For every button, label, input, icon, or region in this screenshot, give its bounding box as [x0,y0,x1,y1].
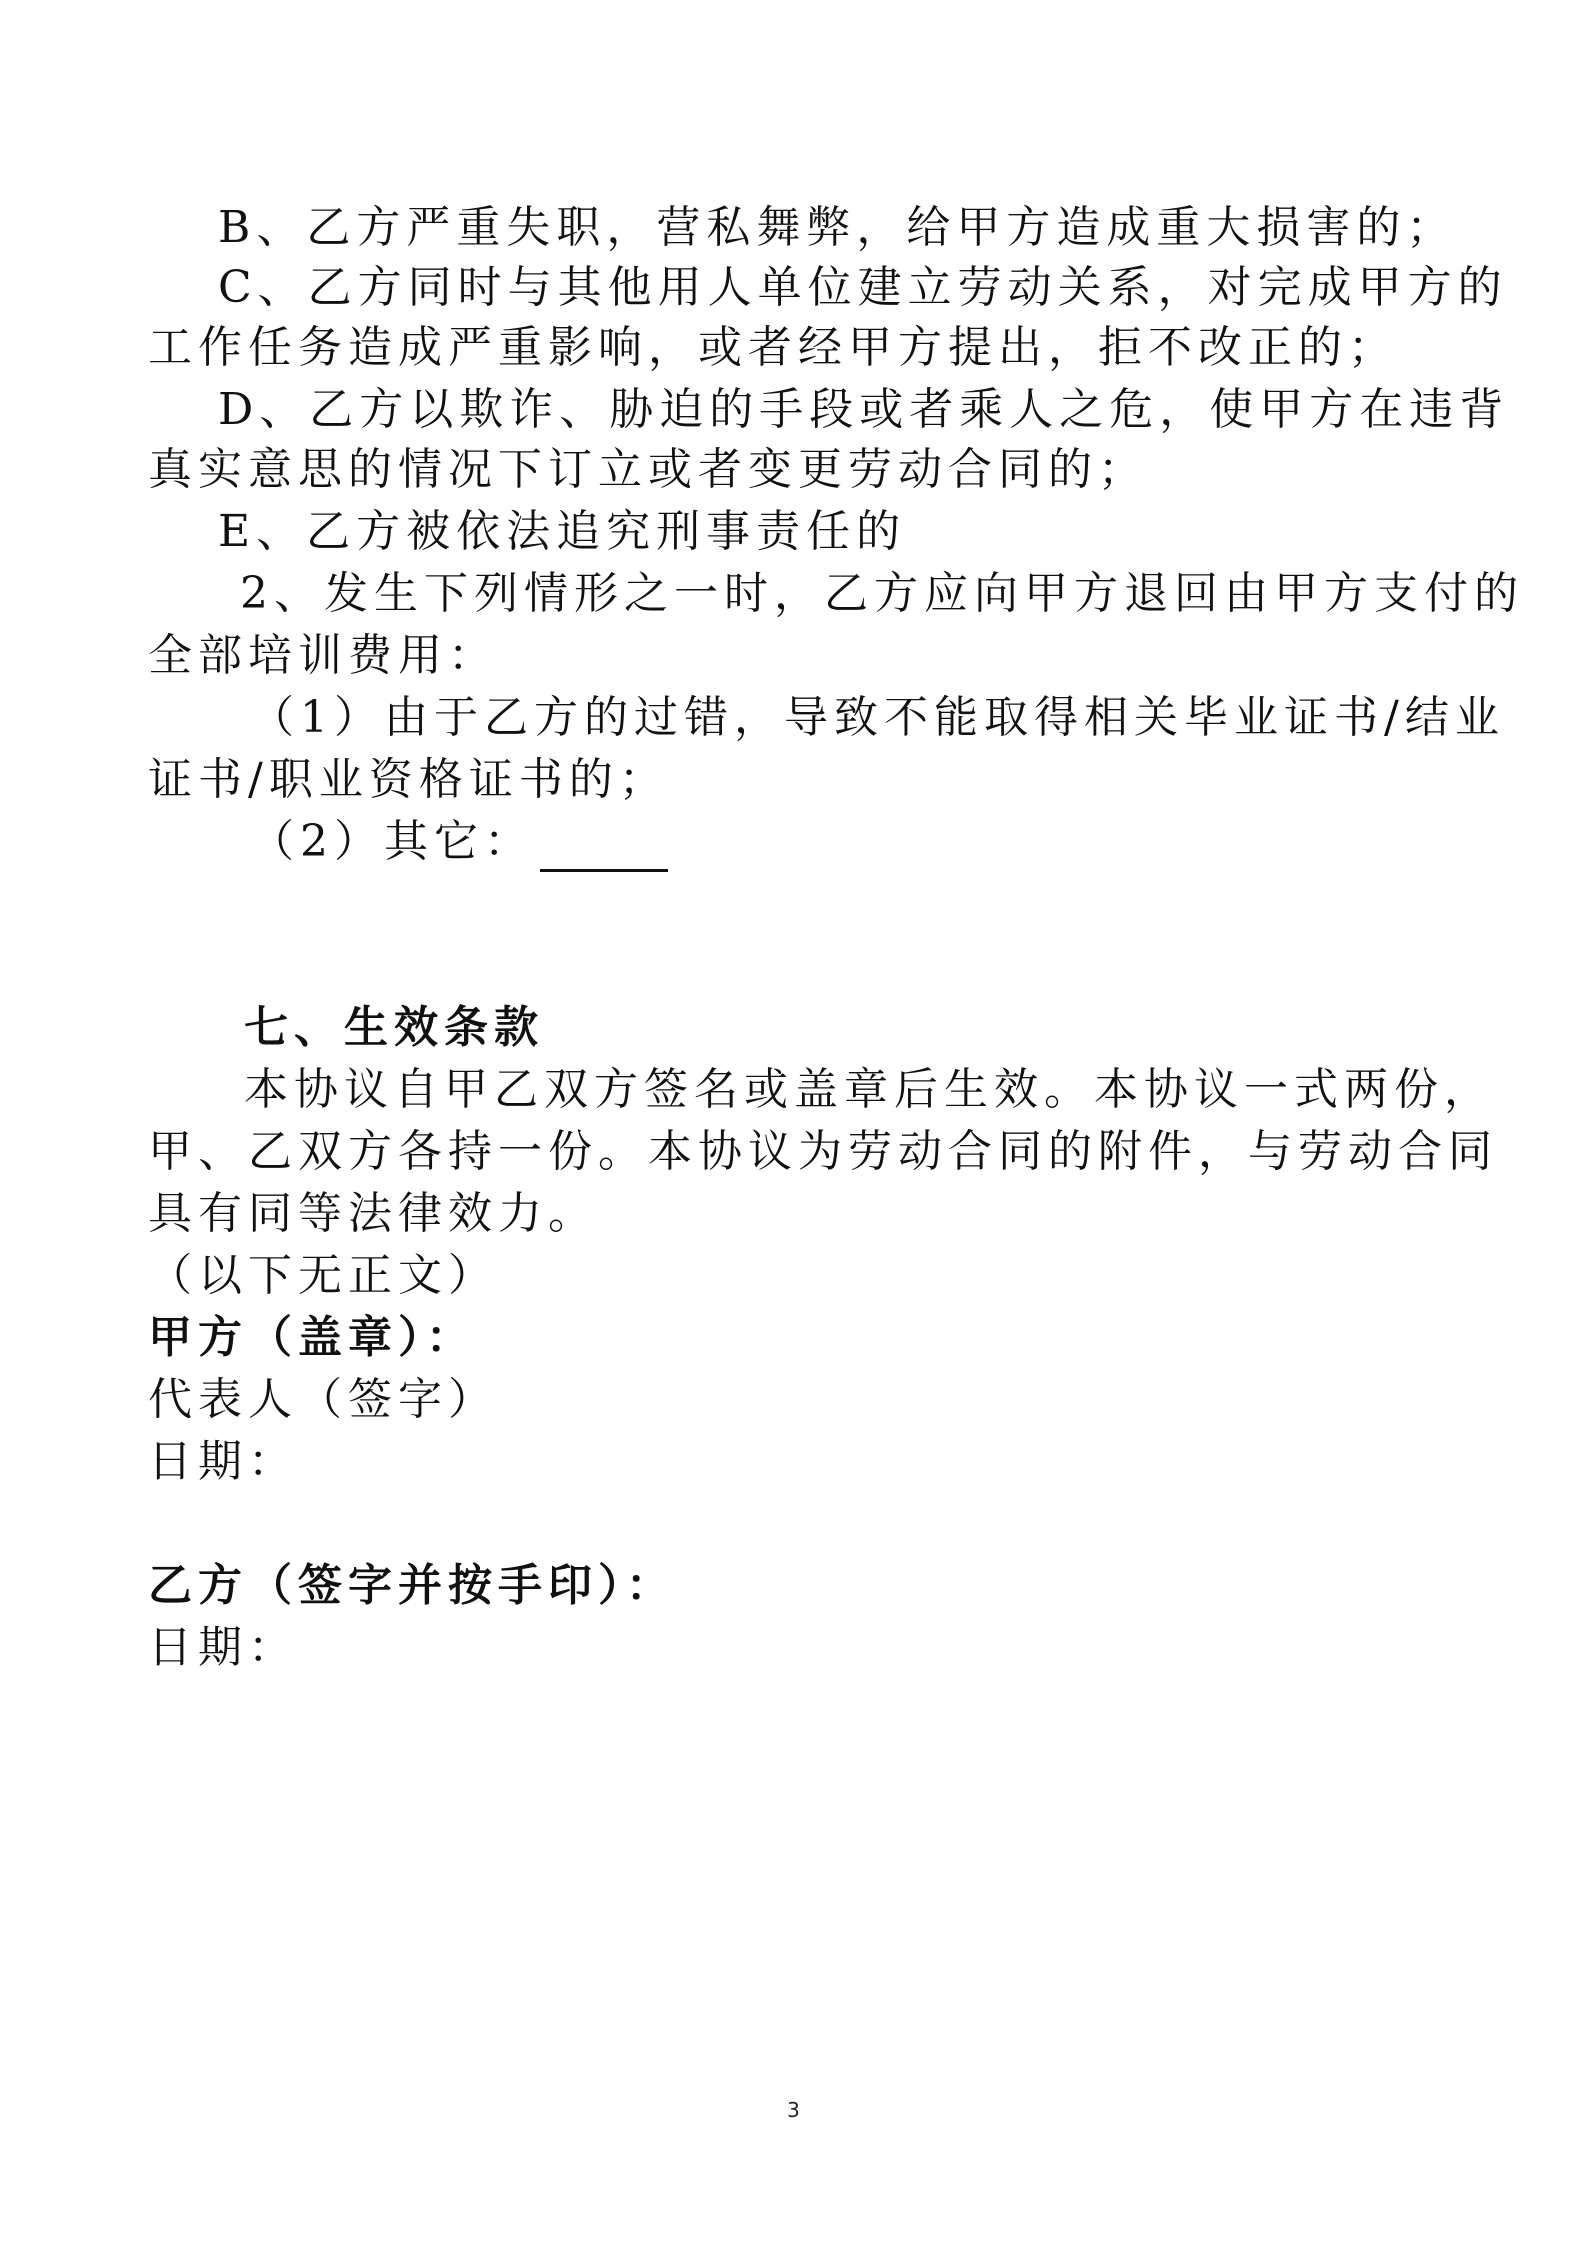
section-7-para-line2: 甲、乙双方各持一份。本协议为劳动合同的附件，与劳动合同 [148,1126,1498,1177]
party-a-seal-label: 甲方（盖章）： [148,1312,476,1363]
sub-item-2-label: （2）其它： [250,816,534,867]
item-2-line2: 全部培训费用： [148,630,498,681]
fill-in-blank-line [540,825,668,872]
clause-d-line2: 真实意思的情况下订立或者变更劳动合同的； [148,444,1148,495]
sub-item-1-line1: （1）由于乙方的过错，导致不能取得相关毕业证书/结业 [250,692,1505,743]
clause-c-line1: C、乙方同时与其他用人单位建立劳动关系，对完成甲方的 [218,262,1508,313]
party-b-sign-label: 乙方（签字并按手印）： [148,1560,676,1611]
section-7-para-line1: 本协议自甲乙双方签名或盖章后生效。本协议一式两份， [244,1064,1494,1115]
clause-c-line2: 工作任务造成严重影响，或者经甲方提出，拒不改正的； [148,322,1398,373]
sub-item-2 [250,812,668,872]
clause-d-line1: D、乙方以欺诈、胁迫的手段或者乘人之危，使甲方在违背 [218,384,1510,435]
section-7-para-line3: 具有同等法律效力。 [148,1188,598,1239]
item-2-line1: 2、发生下列情形之一时，乙方应向甲方退回由甲方支付的 [240,568,1524,619]
party-a-date-label: 日期： [148,1436,298,1487]
no-more-text-note: （以下无正文） [148,1250,498,1301]
party-b-date-label: 日期： [148,1622,298,1673]
clause-e: E、乙方被依法追究刑事责任的 [218,506,907,557]
sub-item-1-line2: 证书/职业资格证书的； [148,754,669,805]
clause-b: B、乙方严重失职，营私舞弊，给甲方造成重大损害的； [218,202,1457,253]
page-number: 3 [787,2098,800,2122]
representative-sign-label: 代表人（签字） [148,1374,498,1425]
section-7-heading: 七、生效条款 [244,1002,544,1053]
